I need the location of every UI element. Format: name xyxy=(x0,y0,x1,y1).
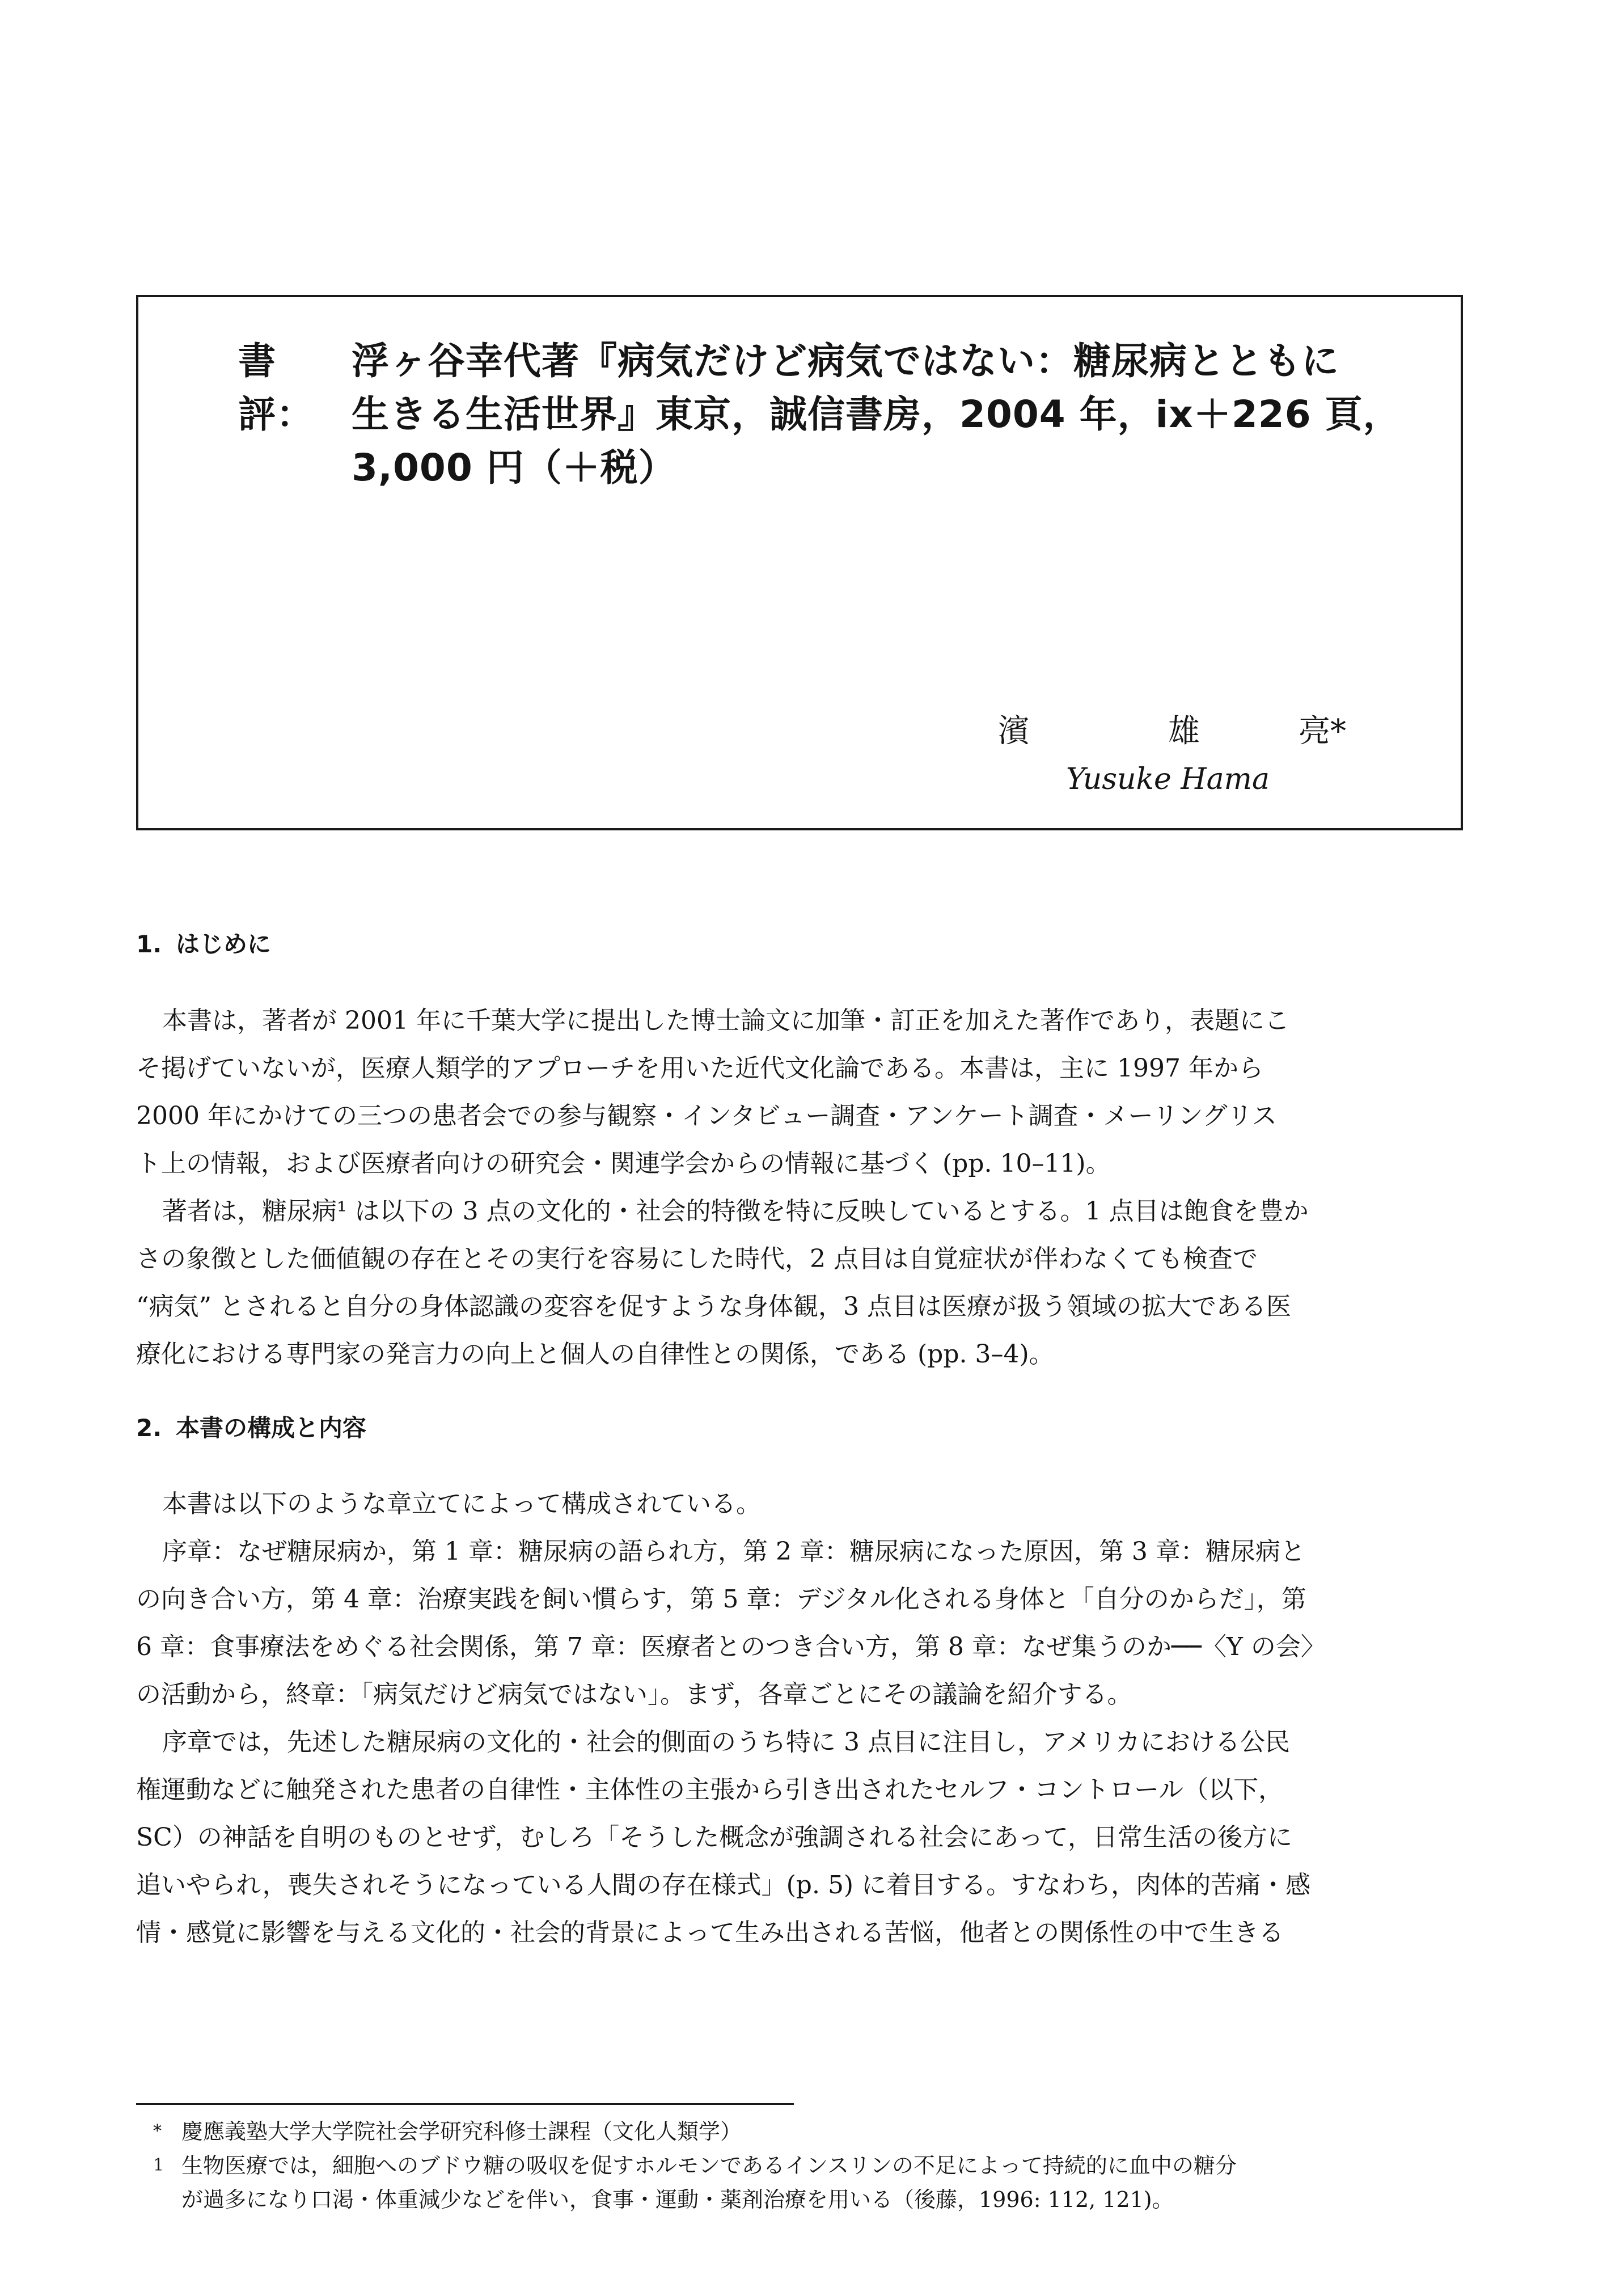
text-line: の向き合い方，第 4 章：治療実践を飼い慣らす，第 5 章：デジタル化される身体と「自分のからだ」，第 xyxy=(136,1585,1306,1614)
text-line: そ掲げていないが，医療人類学的アプローチを用いた近代文化論である。本書は，主に 1997 年から xyxy=(136,1054,1263,1083)
text-line: 本書は以下のような章立てによって構成されている。 xyxy=(162,1489,761,1518)
text-line: 権運動などに触発された患者の自律性・主体性の主張から引き出されたセルフ・コントロール（以下， xyxy=(136,1775,1284,1804)
footnote xyxy=(153,2149,1463,2217)
text-line: ト上の情報，および医療者向けの研究会・関連学会からの情報に基づく (pp. 10–11)。 xyxy=(136,1149,1111,1178)
author-name-char: 亮* xyxy=(1299,713,1346,750)
footnote-line: が過多になり口渇・体重減少などを伴い，食事・運動・薬剤治療を用いる（後藤，1996: 112, 121)。 xyxy=(181,2187,1174,2212)
section-heading xyxy=(136,927,271,961)
paragraph xyxy=(136,1528,1463,1719)
text-line: 追いやられ，喪失されそうになっている人間の存在様式」(p. 5) に着目する。すなわち，肉体的苦痛・感 xyxy=(136,1871,1311,1900)
paragraph xyxy=(136,1480,1463,1528)
section-heading xyxy=(136,1411,366,1445)
text-line: 6 章：食事療法をめぐる社会関係，第 7 章：医療者とのつき合い方，第 8 章：なぜ集うのか──〈Y の会〉 xyxy=(136,1632,1326,1661)
text-line: 2000 年にかけての三つの患者会での参与観察・インタビュー調査・アンケート調査・メーリングリス xyxy=(136,1101,1277,1130)
footnote-line: 生物医療では，細胞へのブドウ糖の吸収を促すホルモンであるインスリンの不足によって持続的に血中の糖分 xyxy=(181,2153,1237,2178)
text-line: 序章では，先述した糖尿病の文化的・社会的側面のうち特に 3 点目に注目し，アメリカにおける公民 xyxy=(162,1728,1290,1757)
section-title: 本書の構成と内容 xyxy=(176,1414,367,1442)
text-line: “病気” とされると自分の身体認識の変容を促すような身体観，3 点目は医療が扱う領域の拡大である医 xyxy=(136,1292,1291,1321)
footnote-mark: 1 xyxy=(153,2155,164,2175)
paragraph xyxy=(136,997,1463,1188)
footnote xyxy=(153,2114,1463,2149)
review-title xyxy=(238,335,1401,495)
author-name-english: Yusuke Hama xyxy=(1066,762,1270,796)
text-line: 本書は，著者が 2001 年に千葉大学に提出した博士論文に加筆・訂正を加えた著作であり，表題にこ xyxy=(162,1006,1289,1035)
review-label: 書評： xyxy=(238,339,314,436)
text-line: 序章：なぜ糖尿病か，第 1 章：糖尿病の語られ方，第 2 章：糖尿病になった原因，第 3 章：糖尿病と xyxy=(162,1537,1305,1566)
text-line: 著者は，糖尿病¹ は以下の 3 点の文化的・社会的特徴を特に反映しているとする。1 点目は飽食を豊か xyxy=(162,1197,1309,1226)
author-name-char: 濱 xyxy=(998,713,1030,750)
text-line: の活動から，終章：「病気だけど病気ではない」。まず，各章ごとにその議論を紹介する。 xyxy=(136,1680,1132,1709)
section-number: 1. xyxy=(136,930,162,958)
footnote-mark: * xyxy=(153,2121,162,2141)
text-line: さの象徴とした価値観の存在とその実行を容易にした時代，2 点目は自覚症状が伴わなくても検査で xyxy=(136,1244,1258,1273)
footnote-line: 慶應義塾大学大学院社会学研究科修士課程（文化人類学） xyxy=(181,2119,742,2144)
author-name-char: 雄 xyxy=(1168,713,1200,750)
section-title: はじめに xyxy=(176,930,272,958)
text-line: 情・感覚に影響を与える文化的・社会的背景によって生み出される苦悩，他者との関係性の中で生きる xyxy=(136,1918,1284,1947)
paragraph xyxy=(136,1719,1463,1957)
title-line: 生きる生活世界』東京，誠信書房，2004 年，ix＋226 頁， xyxy=(352,392,1401,436)
title-line: 3,000 円（＋税） xyxy=(352,446,676,489)
section-number: 2. xyxy=(136,1414,162,1442)
text-line: SC）の神話を自明のものとせず，むしろ「そうした概念が強調される社会にあって，日常生活の後方に xyxy=(136,1823,1292,1852)
title-line: 浮ヶ谷幸代著『病気だけど病気ではない：糖尿病とともに xyxy=(352,339,1339,383)
paragraph xyxy=(136,1188,1463,1378)
footnote-divider xyxy=(136,2103,794,2105)
text-line: 療化における専門家の発言力の向上と個人の自律性との関係，である (pp. 3–4)。 xyxy=(136,1340,1054,1369)
review-title-lines xyxy=(352,335,1401,495)
footnotes xyxy=(153,2114,1463,2217)
